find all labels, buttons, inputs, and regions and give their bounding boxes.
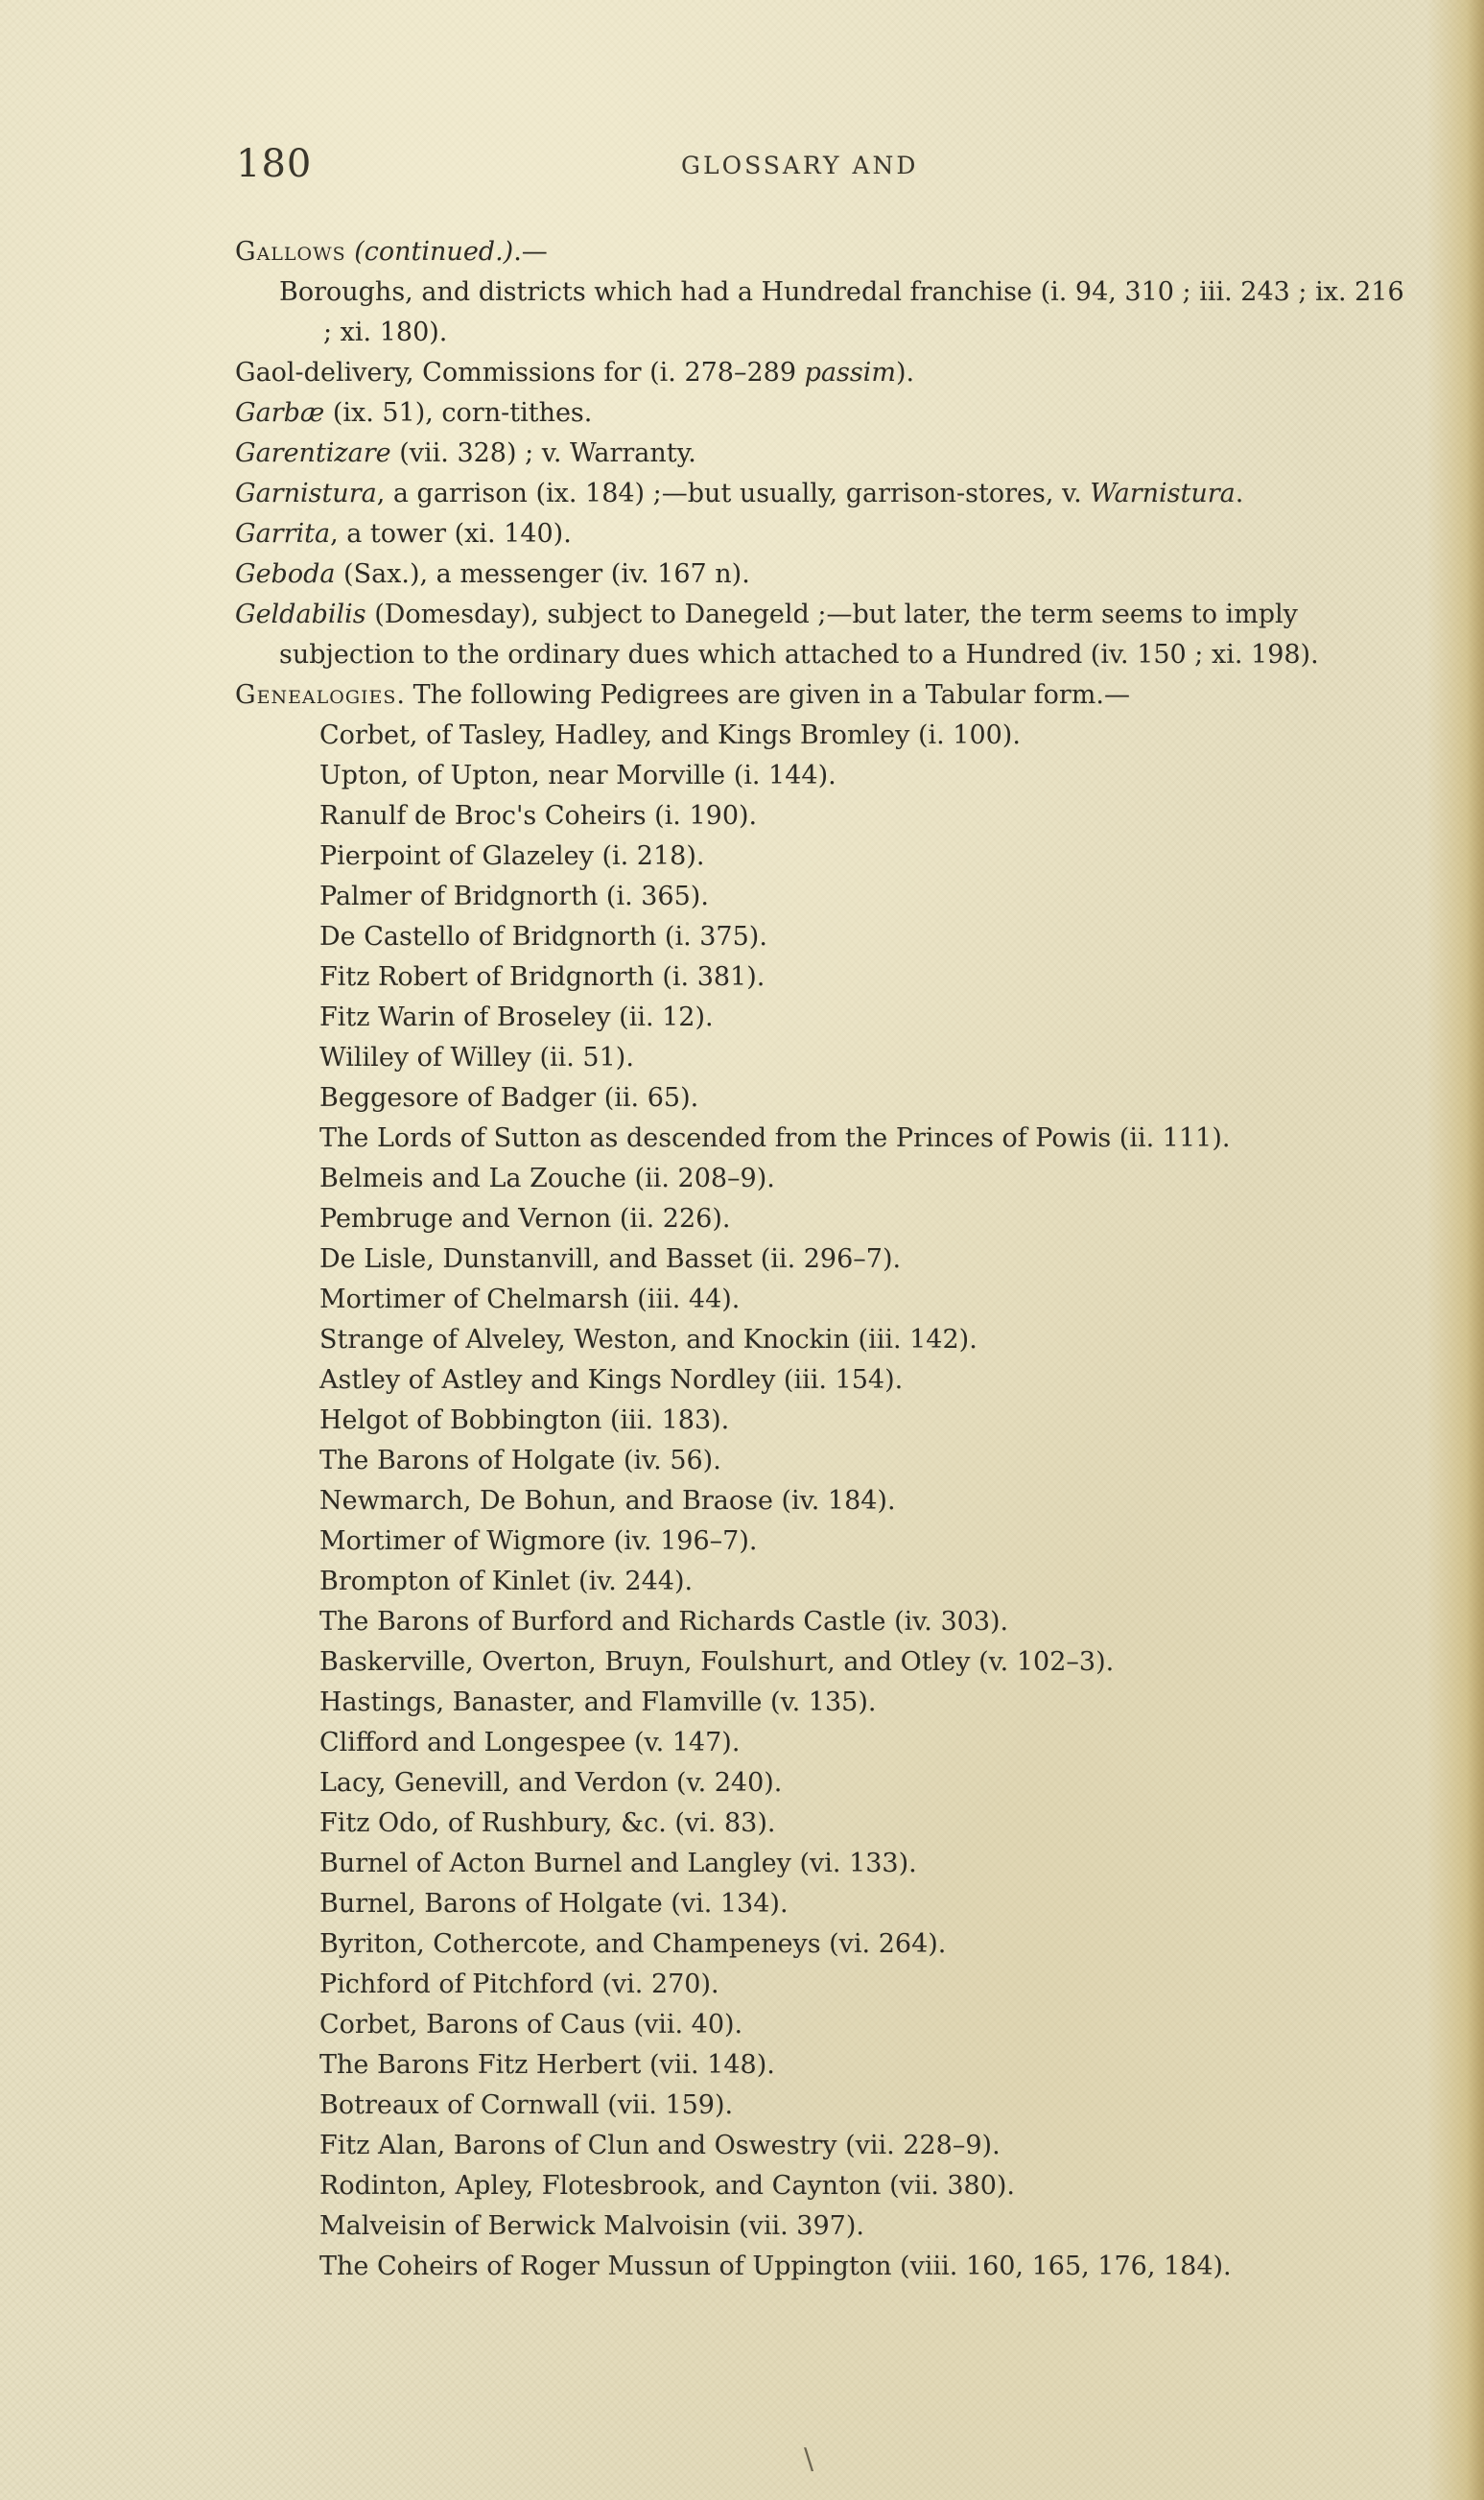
- pedigree-item: Brompton of Kinlet (iv. 244).: [319, 1567, 694, 1596]
- pedigree-item: The Coheirs of Roger Mussun of Uppington (viii. 160, 165, 176, 184).: [319, 2252, 1232, 2281]
- pedigree-item: Burnel, Barons of Holgate (vi. 134).: [319, 1889, 789, 1919]
- pedigree-item: Fitz Alan, Barons of Clun and Oswestry (vii. 228–9).: [319, 2131, 1001, 2160]
- entry-term: Garrita: [235, 519, 331, 549]
- pedigree-item: Corbet, of Tasley, Hadley, and Kings Bromley (i. 100).: [319, 720, 1021, 750]
- pedigree-item: Beggesore of Badger (ii. 65).: [319, 1083, 699, 1113]
- entry-term: Garbæ: [235, 398, 325, 428]
- footer-mark: \: [804, 2442, 814, 2476]
- entry-text: . The following Pedigrees are given in a Tabular form.—: [396, 680, 1130, 710]
- pedigree-item: Newmarch, De Bohun, and Braose (iv. 184).: [319, 1486, 896, 1516]
- entry-term: Gallows: [235, 237, 346, 267]
- pedigree-item: The Lords of Sutton as descended from the Princes of Powis (ii. 111).: [319, 1123, 1231, 1153]
- pedigree-item: Mortimer of Wigmore (iv. 196–7).: [319, 1526, 758, 1556]
- pedigree-item: Strange of Alveley, Weston, and Knockin (iii. 142).: [319, 1325, 978, 1355]
- pedigree-item: Belmeis and La Zouche (ii. 208–9).: [319, 1164, 775, 1193]
- pedigree-item: Pembruge and Vernon (ii. 226).: [319, 1204, 731, 1234]
- running-head: GLOSSARY AND: [681, 152, 919, 179]
- pedigree-item: Helgot of Bobbington (iii. 183).: [319, 1405, 730, 1435]
- entry-gallows-sub: [235, 272, 1415, 353]
- page-number: 180: [236, 142, 313, 186]
- entry-text: (Sax.), a messenger (iv. 167 n).: [335, 559, 750, 589]
- pedigree-item: Wililey of Willey (ii. 51).: [319, 1043, 634, 1073]
- entry-term: Geboda: [235, 559, 336, 589]
- entry-end: .: [1235, 479, 1244, 508]
- pedigree-item: Hastings, Banaster, and Flamville (v. 135).: [319, 1687, 877, 1717]
- entry-text: , a garrison (ix. 184) ;—but usually, garrison-stores, v.: [376, 479, 1091, 508]
- pedigree-item: Fitz Robert of Bridgnorth (i. 381).: [319, 962, 766, 992]
- entry-text: (Domesday), subject to Danegeld ;—but later, the term seems to imply subjection to the ordinary dues which attached to a Hundred (iv. 150 ; xi. 198).: [279, 600, 1319, 670]
- entry-text: , a tower (xi. 140).: [330, 519, 572, 549]
- pedigree-item: Corbet, Barons of Caus (vii. 40).: [319, 2010, 743, 2040]
- pedigree-item: De Lisle, Dunstanvill, and Basset (ii. 296–7).: [319, 1244, 902, 1274]
- pedigree-item: Astley of Astley and Kings Nordley (iii. 154).: [319, 1365, 904, 1395]
- entry-genealogies: [235, 675, 1415, 716]
- entry-continued: (continued.): [354, 237, 514, 267]
- entry-end: ).: [895, 358, 915, 388]
- entry-term: Genealogies: [235, 680, 397, 710]
- pedigree-item: Burnel of Acton Burnel and Langley (vi. 133).: [319, 1849, 917, 1878]
- pedigree-item: The Barons Fitz Herbert (vii. 148).: [319, 2050, 775, 2080]
- pedigree-item: Baskerville, Overton, Bruyn, Foulshurt, and Otley (v. 102–3).: [319, 1647, 1115, 1677]
- pedigree-item: Fitz Warin of Broseley (ii. 12).: [319, 1002, 714, 1032]
- page-header: [0, 142, 1484, 200]
- pedigree-item: Upton, of Upton, near Morville (i. 144).: [319, 761, 836, 790]
- entry-see: Warnistura: [1090, 479, 1236, 508]
- entry-text: Boroughs, and districts which had a Hundredal franchise (i. 94, 310 ; iii. 243 ; ix. 216 ; xi. 180).: [279, 277, 1404, 347]
- pedigree-item: Pichford of Pitchford (vi. 270).: [319, 1969, 719, 1999]
- entry-garbae: [235, 393, 1415, 434]
- glossary-entries: [235, 232, 1415, 2287]
- entry-gaol-delivery: [235, 353, 1415, 393]
- entry-garnistura: [235, 474, 1415, 514]
- entry-geboda: [235, 554, 1415, 595]
- entry-dash: .—: [513, 237, 548, 267]
- page-edge-shadow: [1426, 0, 1484, 2500]
- pedigree-item: Clifford and Longespee (v. 147).: [319, 1728, 741, 1757]
- pedigree-item: The Barons of Holgate (iv. 56).: [319, 1446, 721, 1475]
- entry-text: (vii. 328) ; v. Warranty.: [390, 438, 696, 468]
- entry-text: Gaol-delivery, Commissions for (i. 278–289: [235, 358, 805, 388]
- entry-term: Garnistura: [235, 479, 377, 508]
- entry-geldabilis: [235, 595, 1415, 675]
- pedigree-item: Botreaux of Cornwall (vii. 159).: [319, 2090, 734, 2120]
- pedigree-item: Mortimer of Chelmarsh (iii. 44).: [319, 1285, 741, 1314]
- entry-garrita: [235, 514, 1415, 554]
- pedigree-item: Malveisin of Berwick Malvoisin (vii. 397).: [319, 2211, 864, 2241]
- pedigree-item: Palmer of Bridgnorth (i. 365).: [319, 882, 709, 911]
- pedigree-item: The Barons of Burford and Richards Castle (iv. 303).: [319, 1607, 1009, 1637]
- pedigree-item: Lacy, Genevill, and Verdon (v. 240).: [319, 1768, 783, 1798]
- pedigree-item: De Castello of Bridgnorth (i. 375).: [319, 922, 767, 952]
- entry-term: Geldabilis: [235, 600, 366, 629]
- entry-text: (ix. 51), corn-tithes.: [324, 398, 593, 428]
- pedigree-item: Rodinton, Apley, Flotesbrook, and Caynton (vii. 380).: [319, 2171, 1016, 2201]
- pedigree-item: Fitz Odo, of Rushbury, &c. (vi. 83).: [319, 1808, 776, 1838]
- pedigree-item: Ranulf de Broc's Coheirs (i. 190).: [319, 801, 758, 831]
- pedigree-list: [235, 716, 1415, 2287]
- entry-garentizare: [235, 434, 1415, 474]
- entry-gallows-heading: [235, 232, 1415, 272]
- entry-term: Garentizare: [235, 438, 391, 468]
- pedigree-item: Byriton, Cothercote, and Champeneys (vi. 264).: [319, 1929, 947, 1959]
- pedigree-item: Pierpoint of Glazeley (i. 218).: [319, 841, 705, 871]
- entry-passim: passim: [804, 358, 896, 388]
